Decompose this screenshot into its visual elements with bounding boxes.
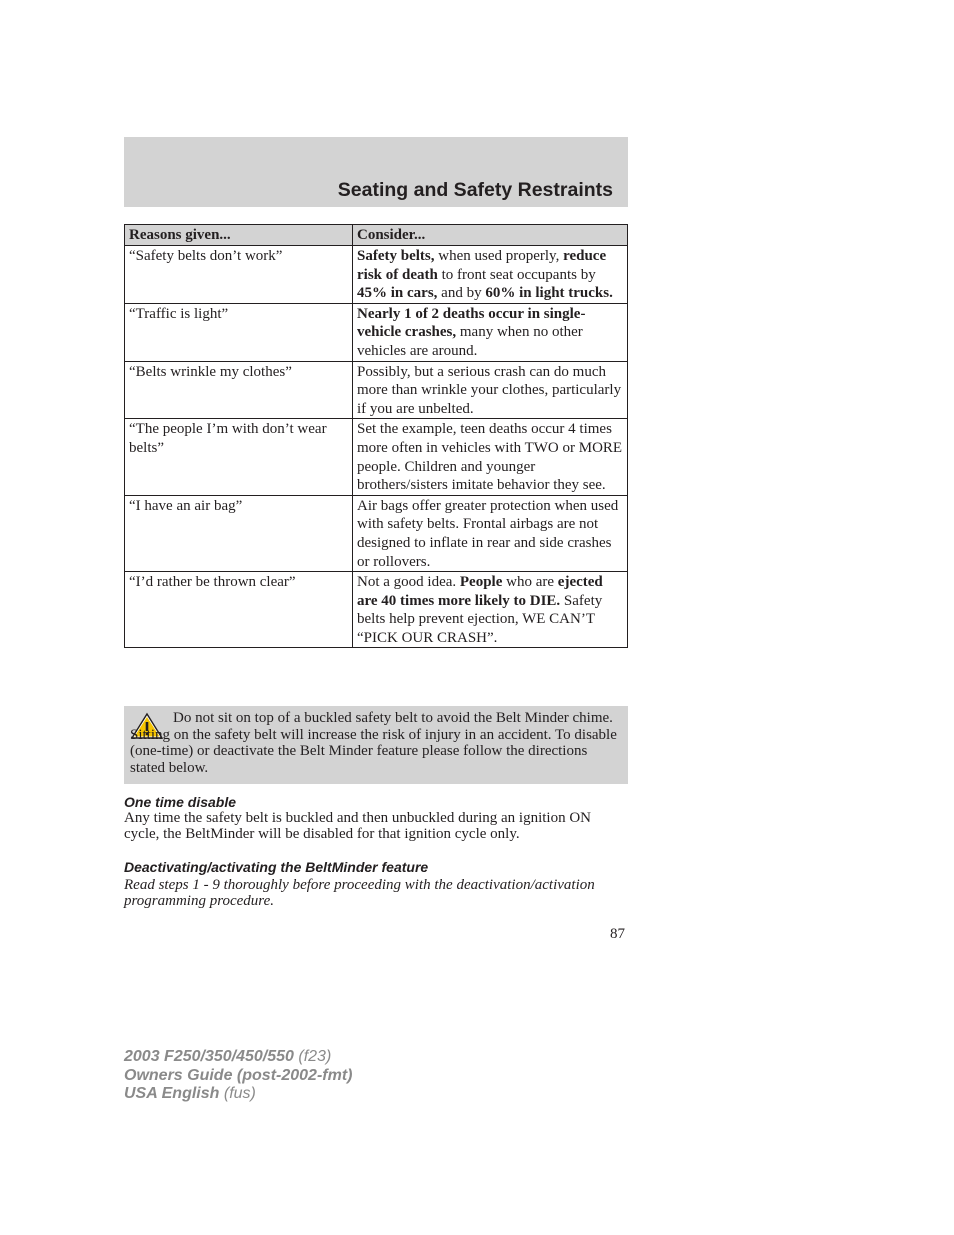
consider-text: who are (502, 574, 558, 591)
consider-text-bold: Safety belts, (357, 248, 435, 264)
consider-text: many when no other vehicles are around. (357, 324, 583, 359)
deactivate-heading: Deactivating/activating the BeltMinder feature (124, 859, 429, 875)
warning-text: Do not sit on top of a buckled safety belt to avoid the Belt Minder chime. Sitting on the safety belt will increase the risk of injury in an accident. To disable (one-time) or deactivate the Belt Minder feature please follow the directions stated below. (130, 710, 617, 776)
table-header-row (125, 225, 628, 246)
footer-line-3 (124, 1085, 352, 1104)
reason-cell: “Belts wrinkle my clothes” (125, 361, 353, 419)
one-time-disable-text: Any time the safety belt is buckled and then unbuckled during an ignition ON cycle, the BeltMinder will be disabled for that ignition cycle only. (124, 810, 591, 842)
consider-cell (353, 303, 628, 361)
footer-line-2 (124, 1067, 352, 1086)
document-footer (124, 1048, 352, 1104)
footer-language: USA English (124, 1085, 220, 1102)
footer-language-code: (fus) (219, 1085, 256, 1102)
consider-cell (353, 361, 628, 419)
reason-cell: “I have an air bag” (125, 495, 353, 571)
consider-text: Possibly, but a serious crash can do much more than wrinkle your clothes, particularly if you are unbelted. (357, 363, 622, 417)
footer-model: 2003 F250/350/450/550 (124, 1048, 294, 1065)
page-number: 87 (610, 926, 625, 942)
footer-line-1 (124, 1048, 352, 1067)
one-time-disable-heading: One time disable (124, 794, 237, 810)
consider-cell (353, 572, 628, 648)
consider-text: Air bags offer greater protection when used with safety belts. Frontal airbags are not designed to inflate in rear and side crashes or rollovers. (357, 497, 619, 570)
consider-text: Safety belts help prevent ejection, WE CAN’T “PICK OUR CRASH”. (357, 592, 603, 646)
consider-text-bold: Nearly 1 of 2 deaths occur in single-vehicle crashes, (357, 305, 586, 341)
table-row (125, 246, 628, 304)
footer-model-code: (f23) (293, 1048, 332, 1065)
table-row (125, 495, 628, 571)
consider-text-bold: People (459, 574, 503, 591)
section-header (124, 137, 628, 207)
consider-text-bold: reduce risk of death (357, 248, 607, 283)
deactivate-text: Read steps 1 - 9 thoroughly before proceeding with the deactivation/activation programming procedure. (124, 877, 595, 909)
warning-box (124, 706, 628, 784)
consider-text-bold: ejected are 40 times more likely to DIE. (357, 574, 603, 609)
reason-cell: “The people I’m with don’t wear belts” (125, 419, 353, 495)
consider-text: and by (437, 285, 486, 302)
reasons-table (124, 224, 628, 648)
consider-text: Set the example, teen deaths occur 4 times more often in vehicles with TWO or MORE people. Children and younger brothers/sisters imitate behavior they see. (357, 421, 623, 494)
consider-text-bold: 60% in light trucks. (485, 285, 613, 302)
consider-text: to front seat occupants by (437, 266, 596, 283)
consider-cell (353, 495, 628, 571)
consider-text: when used properly, (434, 248, 564, 264)
consider-cell (353, 246, 628, 304)
column-header-consider: Consider... (353, 225, 628, 246)
section-title: Seating and Safety Restraints (337, 179, 613, 201)
table-row (125, 303, 628, 361)
consider-cell (353, 419, 628, 495)
column-header-reasons: Reasons given... (125, 225, 353, 246)
reason-cell: “Traffic is light” (125, 303, 353, 361)
reason-cell: “I’d rather be thrown clear” (125, 572, 353, 648)
consider-text-bold: 45% in cars, (357, 285, 438, 302)
table-row (125, 361, 628, 419)
reason-cell: “Safety belts don’t work” (125, 246, 353, 304)
table-row (125, 419, 628, 495)
warning-text-block (130, 710, 620, 776)
footer-guide: Owners Guide (post-2002-fmt) (124, 1066, 353, 1084)
consider-text: Not a good idea. (357, 574, 460, 591)
table-row (125, 572, 628, 648)
